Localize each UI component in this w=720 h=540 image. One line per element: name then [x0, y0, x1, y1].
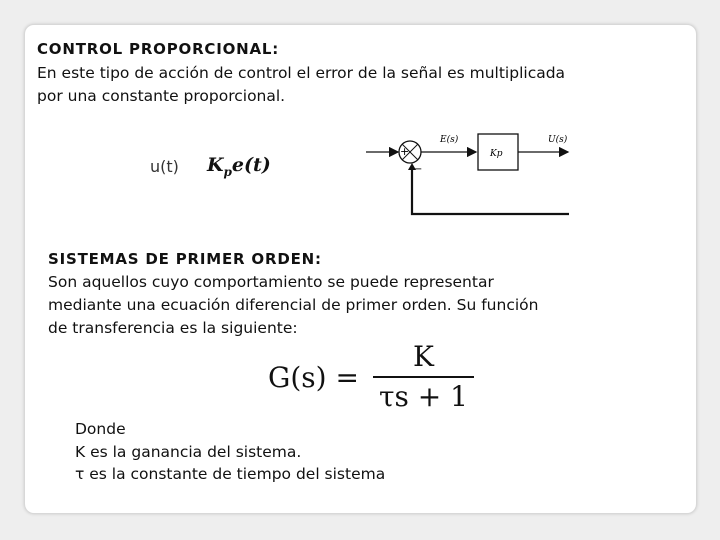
transfer-function-numerator: K — [412, 340, 434, 373]
formula-k-subscript: p — [223, 164, 232, 179]
section-text-sistemas-primer-orden — [48, 271, 648, 340]
sum-minus-sign: − — [414, 164, 423, 175]
section-title-control-proporcional: CONTROL PROPORCIONAL: — [37, 40, 280, 58]
gain-label: Kp — [490, 149, 503, 159]
formula-rhs — [207, 154, 271, 179]
section-text-control-proporcional — [37, 62, 677, 108]
text-line: mediante una ecuación diferencial de primer orden. Su función — [48, 296, 539, 314]
definitions-text — [75, 418, 495, 486]
sum-plus-sign: + — [400, 145, 410, 158]
feedback-path — [412, 166, 569, 214]
text-line: de transferencia es la siguiente: — [48, 319, 298, 337]
block-diagram — [362, 128, 582, 223]
output-label: U(s) — [548, 135, 568, 145]
transfer-function-fraction — [373, 340, 474, 414]
section-title-sistemas-primer-orden: SISTEMAS DE PRIMER ORDEN: — [48, 250, 322, 268]
transfer-function-lhs: G(s) = — [268, 360, 359, 394]
transfer-function-denominator: τs + 1 — [378, 380, 468, 413]
text-line: Donde — [75, 420, 126, 438]
formula-e: e(t) — [231, 154, 271, 176]
error-label: E(s) — [440, 135, 459, 145]
text-line: τ es la constante de tiempo del sistema — [75, 465, 386, 483]
text-line: K es la ganancia del sistema. — [75, 442, 302, 461]
text-line: Son aquellos cuyo comportamiento se puede representar — [48, 273, 494, 291]
text-line: En este tipo de acción de control el error de la señal es multiplicada — [37, 64, 566, 82]
text-line: por una constante proporcional. — [37, 87, 286, 105]
formula-lhs: u(t) — [150, 157, 179, 176]
transfer-function — [268, 340, 474, 414]
formula-k: K — [207, 154, 224, 176]
